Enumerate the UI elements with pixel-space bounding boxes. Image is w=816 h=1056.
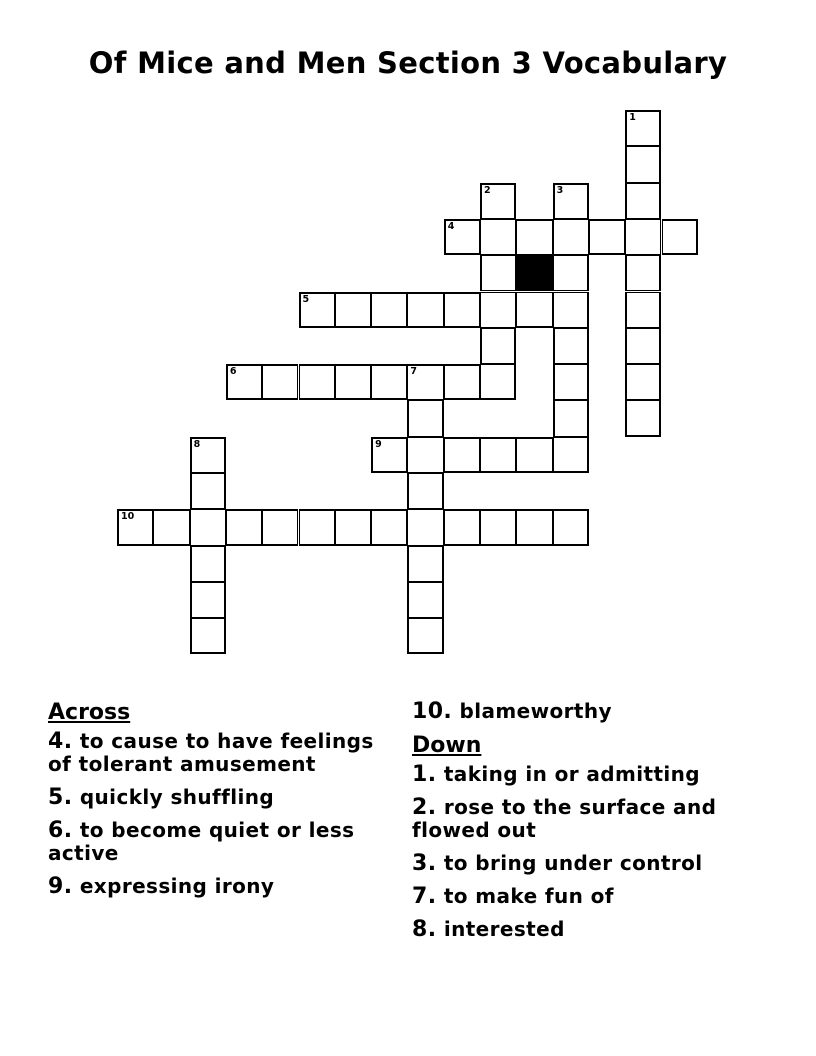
crossword-cell[interactable]: [553, 364, 589, 400]
across-heading: Across: [48, 700, 131, 725]
down-clue: 3. to bring under control: [412, 851, 703, 876]
crossword-cell[interactable]: [516, 292, 552, 328]
crossword-cell[interactable]: [299, 509, 335, 545]
crossword-cell[interactable]: [625, 328, 661, 364]
crossword-cell[interactable]: [662, 219, 698, 255]
clue-number-label: 5: [302, 293, 310, 305]
down-clue: 1. taking in or admitting: [412, 762, 701, 787]
crossword-cell[interactable]: [299, 364, 335, 400]
down-clue: 2. rose to the surface and flowed out: [412, 795, 717, 842]
crossword-cell[interactable]: [480, 509, 516, 545]
crossword-cell[interactable]: [262, 364, 298, 400]
page-title: Of Mice and Men Section 3 Vocabulary: [88, 46, 728, 80]
crossword-cell[interactable]: [625, 255, 661, 291]
crossword-cell[interactable]: [407, 292, 443, 328]
crossword-cell[interactable]: [480, 255, 516, 291]
clue-number-label: 1: [629, 112, 636, 123]
clue-number-label: 10: [121, 511, 135, 523]
crossword-cell[interactable]: [335, 292, 371, 328]
clue-number-label: 7: [410, 366, 418, 378]
crossword-cell[interactable]: [589, 219, 625, 255]
across-clue: 4. to cause to have feelings of tolerant amusement: [48, 729, 374, 776]
crossword-cell[interactable]: [262, 509, 298, 545]
crossword-cell[interactable]: [190, 546, 226, 582]
crossword-cell[interactable]: [335, 509, 371, 545]
down-heading: Down: [412, 733, 482, 758]
crossword-cell[interactable]: [226, 364, 262, 400]
clue-number-label: 2: [484, 184, 491, 196]
crossword-cell[interactable]: [553, 328, 589, 364]
crossword-cell[interactable]: [335, 364, 371, 400]
crossword-cell[interactable]: [516, 437, 552, 473]
down-clue: 8. interested: [412, 917, 565, 942]
crossword-cell[interactable]: [444, 364, 480, 400]
crossword-cell[interactable]: [226, 509, 262, 545]
clues-left-column: [48, 700, 378, 908]
crossword-cell[interactable]: [516, 219, 552, 255]
crossword-cell[interactable]: [190, 618, 226, 654]
crossword-cell[interactable]: [407, 582, 443, 618]
clue-number-label: 3: [556, 184, 564, 196]
across-clue: 9. expressing irony: [48, 874, 275, 899]
clue-number-label: 6: [229, 366, 237, 378]
crossword-cell[interactable]: [553, 219, 589, 255]
crossword-cell[interactable]: [480, 437, 516, 473]
crossword-cell[interactable]: [371, 292, 407, 328]
crossword-cell[interactable]: [553, 292, 589, 328]
crossword-cell[interactable]: [190, 582, 226, 618]
crossword-cell[interactable]: [117, 509, 153, 545]
clue-number-label: 4: [447, 220, 455, 232]
crossword-cell[interactable]: [553, 400, 589, 436]
crossword-cell[interactable]: [625, 110, 661, 146]
crossword-cell[interactable]: [407, 473, 443, 509]
crossword-cell[interactable]: [190, 473, 226, 509]
crossword-cell[interactable]: [371, 364, 407, 400]
crossword-cell[interactable]: [480, 183, 516, 219]
crossword-cell[interactable]: [553, 437, 589, 473]
crossword-cell[interactable]: [371, 509, 407, 545]
crossword-cell[interactable]: [553, 183, 589, 219]
crossword-cell[interactable]: [407, 364, 443, 400]
crossword-cell[interactable]: [553, 255, 589, 291]
crossword-cell[interactable]: [407, 618, 443, 654]
crossword-cell[interactable]: [480, 328, 516, 364]
across-clue: 5. quickly shuffling: [48, 785, 275, 810]
crossword-cell[interactable]: [299, 292, 335, 328]
crossword-cell[interactable]: [480, 219, 516, 255]
crossword-cell[interactable]: [444, 509, 480, 545]
crossword-cell[interactable]: [444, 437, 480, 473]
crossword-cell[interactable]: [480, 364, 516, 400]
crossword-cell[interactable]: [407, 400, 443, 436]
crossword-cell[interactable]: [625, 292, 661, 328]
across-clue: 10. blameworthy: [412, 699, 612, 724]
crossword-cell[interactable]: [407, 546, 443, 582]
crossword-cell[interactable]: [190, 509, 226, 545]
crossword-cell[interactable]: [625, 364, 661, 400]
clues-right-column: [412, 700, 762, 951]
crossword-cell[interactable]: [371, 437, 407, 473]
crossword-black-square: [516, 255, 552, 291]
crossword-cell[interactable]: [153, 509, 189, 545]
crossword-cell[interactable]: [407, 437, 443, 473]
crossword-cell[interactable]: [480, 292, 516, 328]
crossword-cell[interactable]: [625, 183, 661, 219]
crossword-cell[interactable]: [190, 437, 226, 473]
crossword-cell[interactable]: [444, 292, 480, 328]
crossword-cell[interactable]: [407, 509, 443, 545]
clue-number-label: 8: [193, 438, 201, 450]
crossword-cell[interactable]: [625, 219, 661, 255]
crossword-cell[interactable]: [516, 509, 552, 545]
crossword-cell[interactable]: [444, 219, 480, 255]
down-clue: 7. to make fun of: [412, 884, 614, 909]
across-clue: 6. to become quiet or less active: [48, 818, 355, 865]
crossword-cell[interactable]: [625, 400, 661, 436]
crossword-cell[interactable]: [553, 509, 589, 545]
clue-number-label: 9: [375, 438, 382, 450]
crossword-cell[interactable]: [625, 146, 661, 182]
